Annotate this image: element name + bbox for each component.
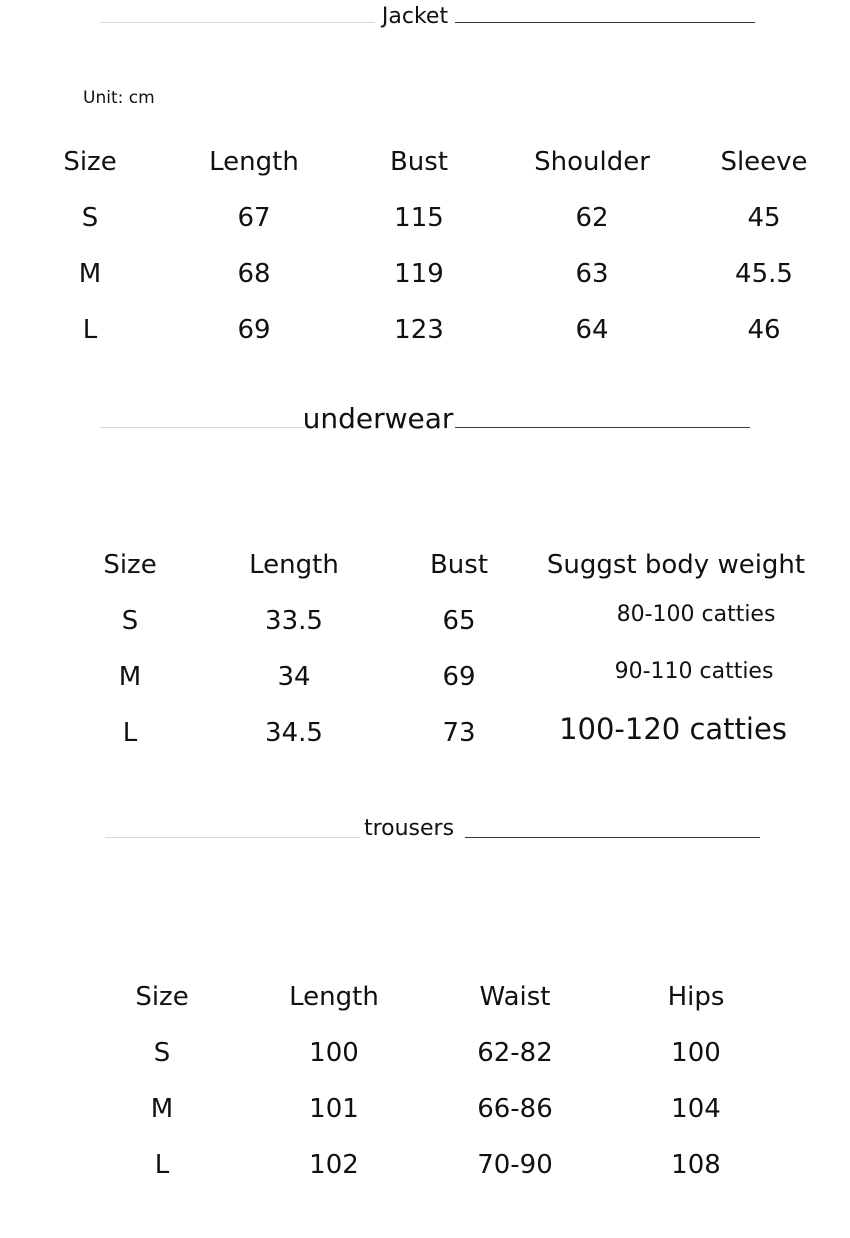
jacket-header-sleeve: Sleeve <box>720 147 808 177</box>
trousers-cell-hips: 108 <box>671 1150 721 1180</box>
trousers-rule-right <box>465 837 760 838</box>
jacket-cell-size: M <box>78 259 102 289</box>
trousers-cell-length: 100 <box>309 1038 359 1068</box>
jacket-cell-bust: 123 <box>394 315 444 345</box>
trousers-cell-hips: 100 <box>671 1038 721 1068</box>
trousers-cell-size: M <box>150 1094 174 1124</box>
underwear-cell-length: 33.5 <box>265 606 323 636</box>
trousers-header-size: Size <box>135 982 189 1012</box>
jacket-header-shoulder: Shoulder <box>534 147 650 177</box>
trousers-cell-length: 101 <box>309 1094 359 1124</box>
jacket-cell-sleeve: 45 <box>747 203 781 233</box>
jacket-cell-length: 69 <box>237 315 271 345</box>
jacket-header-size: Size <box>63 147 117 177</box>
underwear-header-bust: Bust <box>429 550 489 580</box>
underwear-header-weight: Suggst body weight <box>546 550 806 580</box>
jacket-cell-shoulder: 64 <box>575 315 609 345</box>
underwear-title: underwear <box>302 402 454 435</box>
underwear-cell-length: 34.5 <box>265 718 323 748</box>
trousers-cell-waist: 66-86 <box>477 1094 553 1124</box>
jacket-cell-sleeve: 45.5 <box>735 259 793 289</box>
underwear-rule-right <box>455 427 750 428</box>
underwear-cell-size: L <box>122 718 138 748</box>
trousers-header-waist: Waist <box>479 982 551 1012</box>
underwear-cell-weight: 100-120 catties <box>559 712 787 746</box>
trousers-cell-waist: 62-82 <box>477 1038 553 1068</box>
underwear-cell-weight: 90-110 catties <box>614 659 774 684</box>
underwear-cell-size: S <box>121 606 139 636</box>
trousers-title: trousers <box>363 816 455 841</box>
trousers-cell-hips: 104 <box>671 1094 721 1124</box>
trousers-cell-size: L <box>154 1150 170 1180</box>
trousers-header-hips: Hips <box>667 982 725 1012</box>
underwear-cell-bust: 65 <box>442 606 476 636</box>
jacket-cell-sleeve: 46 <box>747 315 781 345</box>
underwear-header-size: Size <box>103 550 157 580</box>
jacket-cell-size: S <box>81 203 99 233</box>
jacket-title: Jacket <box>381 4 449 29</box>
underwear-header-length: Length <box>249 550 339 580</box>
underwear-cell-weight: 80-100 catties <box>616 602 776 627</box>
trousers-header-length: Length <box>289 982 379 1012</box>
jacket-header-length: Length <box>209 147 299 177</box>
trousers-cell-size: S <box>153 1038 171 1068</box>
jacket-cell-length: 67 <box>237 203 271 233</box>
underwear-cell-bust: 69 <box>442 662 476 692</box>
jacket-cell-length: 68 <box>237 259 271 289</box>
underwear-rule-left <box>100 427 305 428</box>
underwear-cell-bust: 73 <box>442 718 476 748</box>
jacket-cell-shoulder: 63 <box>575 259 609 289</box>
jacket-cell-size: L <box>82 315 98 345</box>
trousers-rule-left <box>105 837 360 838</box>
jacket-header-bust: Bust <box>389 147 449 177</box>
jacket-cell-bust: 115 <box>394 203 444 233</box>
unit-label: Unit: cm <box>83 88 155 108</box>
trousers-cell-length: 102 <box>309 1150 359 1180</box>
jacket-cell-bust: 119 <box>394 259 444 289</box>
jacket-rule-left <box>100 22 375 23</box>
jacket-cell-shoulder: 62 <box>575 203 609 233</box>
underwear-cell-size: M <box>118 662 142 692</box>
underwear-cell-length: 34 <box>277 662 311 692</box>
trousers-cell-waist: 70-90 <box>477 1150 553 1180</box>
jacket-rule-right <box>455 22 755 23</box>
